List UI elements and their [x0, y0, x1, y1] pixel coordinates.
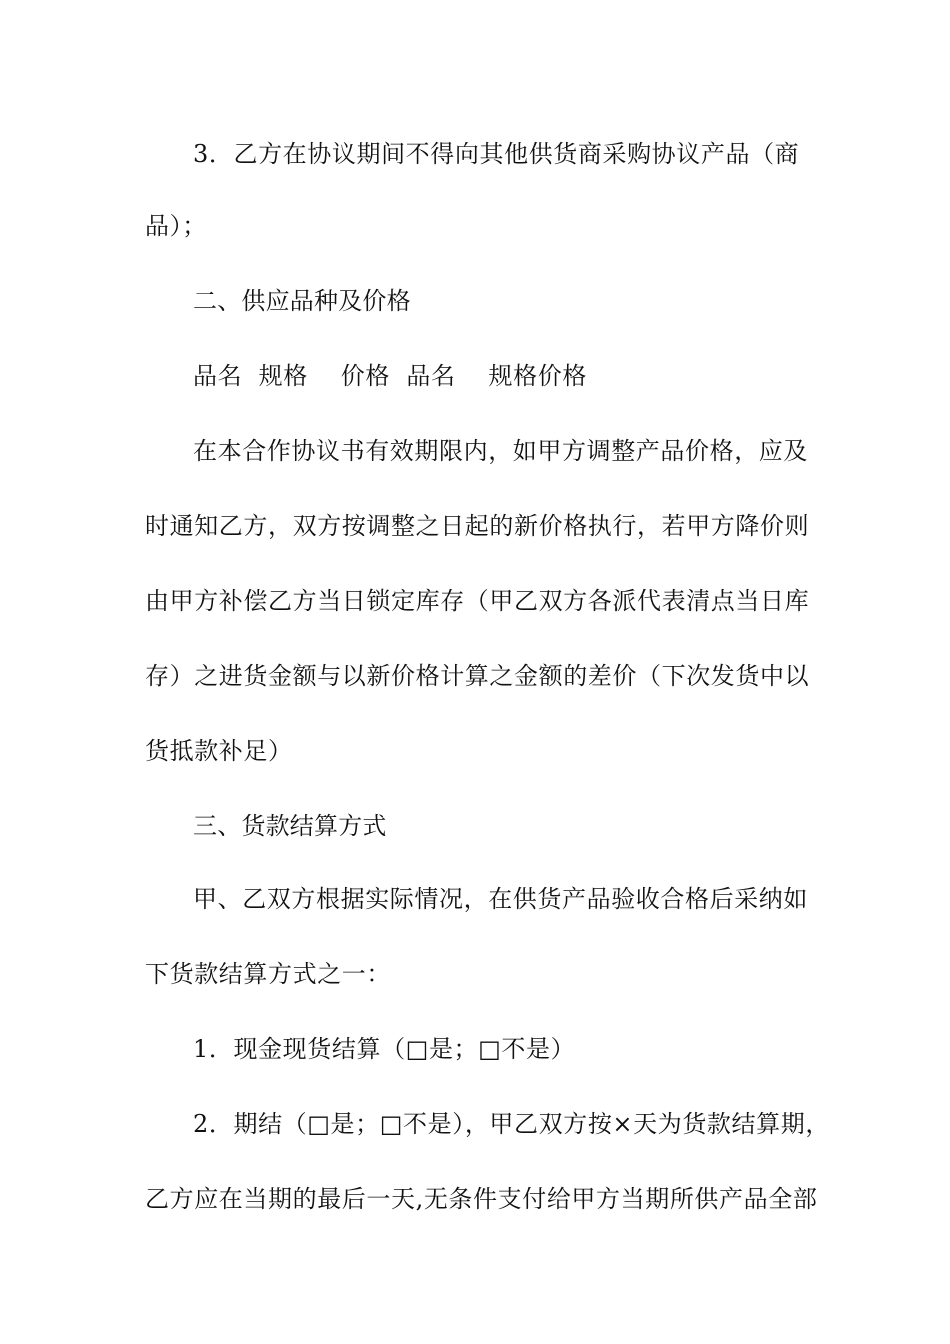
- payment-option-2-line-2: 乙方应在当期的最后一天,无条件支付给甲方当期所供产品全部: [145, 1185, 818, 1213]
- section-heading-payment: 三、货款结算方式: [193, 812, 387, 840]
- payment-paragraph-line-1: 甲、乙双方根据实际情况，在供货产品验收合格后采纳如: [193, 885, 808, 913]
- price-paragraph-line-3: 由甲方补偿乙方当日锁定库存（甲乙双方各派代表清点当日库: [145, 587, 810, 615]
- price-paragraph-line-1: 在本合作协议书有效期限内，如甲方调整产品价格，应及: [193, 437, 808, 465]
- price-paragraph-line-4: 存）之进货金额与以新价格计算之金额的差价（下次发货中以: [145, 662, 810, 690]
- payment-option-1: 1．现金现货结算（□是；□不是）: [193, 1035, 576, 1063]
- clause-3-line-1: 3．乙方在协议期间不得向其他供货商采购协议产品（商: [193, 140, 800, 168]
- clause-3-line-2: 品）；: [145, 212, 207, 240]
- price-table-header: 品名 规格 价格 品名 规格价格: [193, 362, 587, 390]
- price-paragraph-line-5: 货抵款补足）: [145, 737, 293, 765]
- price-paragraph-line-2: 时通知乙方，双方按调整之日起的新价格执行，若甲方降价则: [145, 512, 810, 540]
- payment-paragraph-line-2: 下货款结算方式之一：: [145, 960, 391, 988]
- payment-option-2-line-1: 2．期结（□是；□不是），甲乙双方按×天为货款结算期，: [193, 1110, 830, 1138]
- section-heading-supply-price: 二、供应品种及价格: [193, 287, 411, 315]
